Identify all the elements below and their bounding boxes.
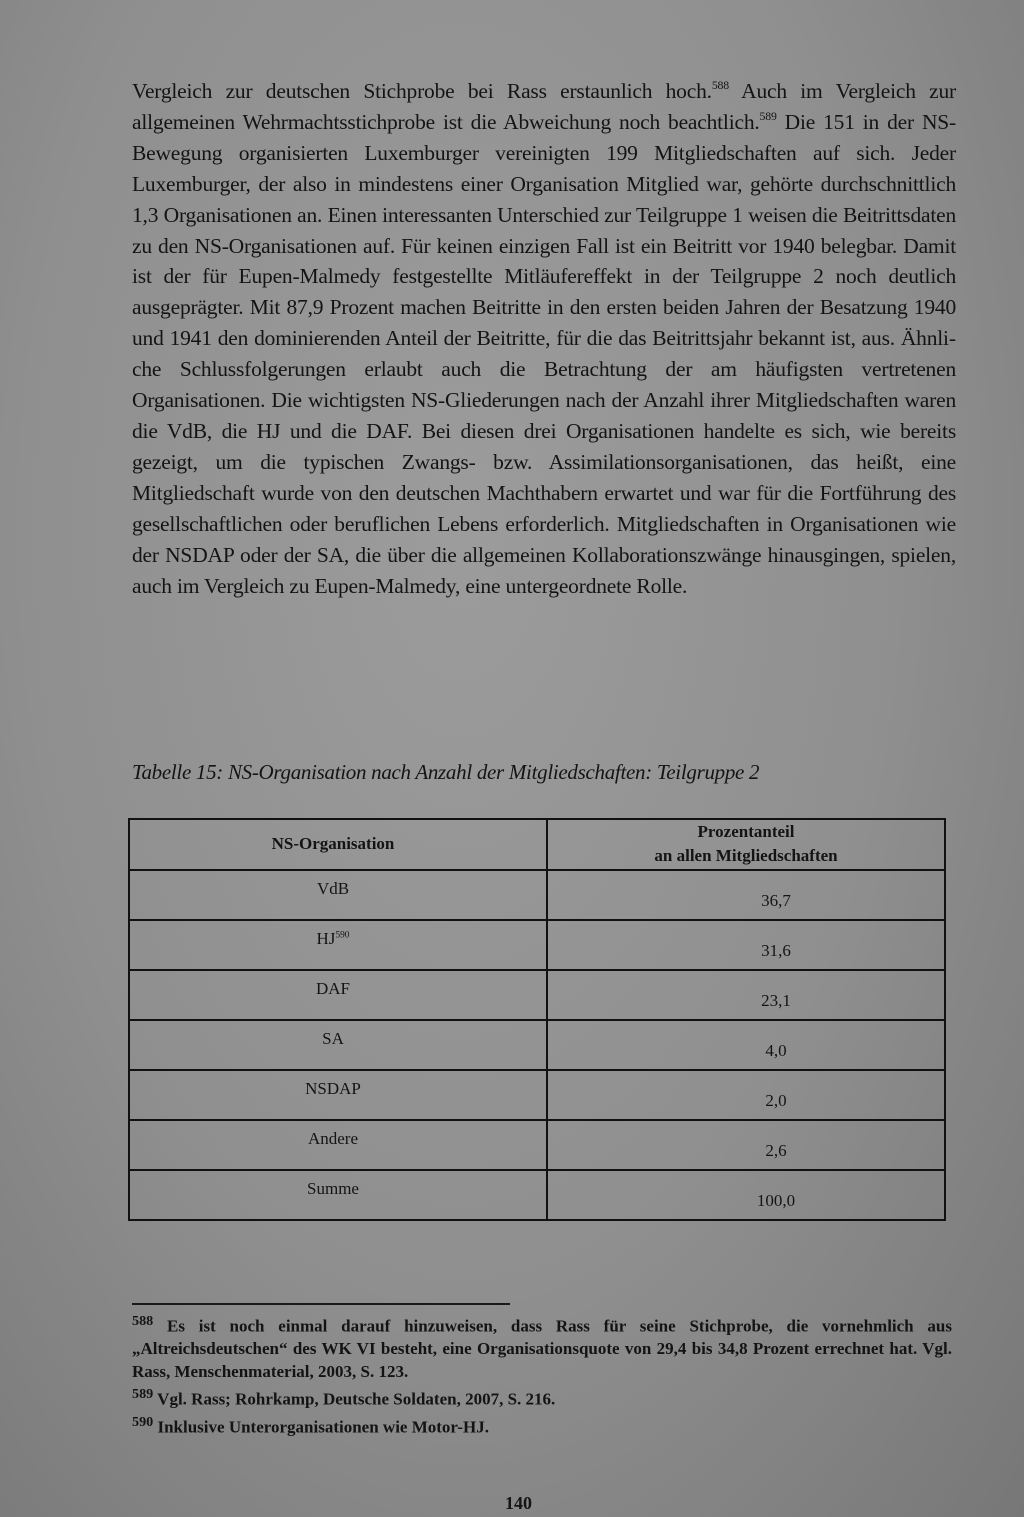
table-caption: Tabelle 15: NS-Organisation nach Anzahl der Mitgliedschaften: Teilgruppe 2: [132, 760, 760, 784]
table-row: [129, 1020, 945, 1070]
table-row: [129, 920, 945, 970]
percentage-cell: 2,0: [547, 1070, 945, 1120]
table-row: [129, 1120, 945, 1170]
percentage-cell: 2,6: [547, 1120, 945, 1170]
header-percentage: [547, 819, 945, 870]
percentage-cell: 100,0: [547, 1170, 945, 1220]
table-row: [129, 1070, 945, 1120]
percentage-cell: 4,0: [547, 1020, 945, 1070]
footnote-number: 588: [132, 1313, 154, 1329]
footnote: [132, 1383, 952, 1411]
org-cell: DAF: [129, 970, 547, 1020]
footnote-marker: 590: [335, 929, 350, 940]
table-row: [129, 970, 945, 1020]
table-header-row: [129, 819, 945, 870]
org-cell: Summe: [129, 1170, 547, 1220]
footnote: [132, 1411, 952, 1439]
org-cell: Andere: [129, 1120, 547, 1170]
footnotes: [132, 1310, 952, 1439]
percentage-cell: 31,6: [547, 920, 945, 970]
org-cell: VdB: [129, 870, 547, 920]
table-row: [129, 870, 945, 920]
header-percentage-line1: Prozentanteil: [697, 822, 795, 842]
footnote-text: Inklusive Unterorganisationen wie Motor-HJ.: [153, 1417, 489, 1437]
footnote-rule: [132, 1303, 510, 1305]
footnote-number: 590: [132, 1414, 154, 1431]
table-row: [129, 1170, 945, 1220]
footnote-text: Vgl. Rass; Rohrkamp, Deutsche Soldaten, 2007, S. 216.: [153, 1389, 556, 1409]
data-table: [128, 818, 946, 1221]
body-paragraph: Vergleich zur deutschen Stichprobe bei Rass erstaunlich hoch.$^{588}$ Auch im Vergleich zur allgemeinen Wehrmachtsstichprobe ist die Abweichung noch beachtlich.$^{589}$ Die 151 in der NS-Bewegung organisierten Luxemburger vereinigten 199 Mitgliedschaften auf sich. Jeder Luxemburger, der also in mindestens einer Organisation Mitglied war, gehörte durchschnittlich 1,3 Organisationen an. Einen interessanten Unterschied zur Teilgruppe 1 weisen die Beitrittsdaten zu den NS-Organisationen auf. Für keinen einzigen Fall ist ein Beitritt vor 1940 belegbar. Damit ist der für Eupen-Malmedy festgestellte Mitläufereffekt in der Teilgruppe 2 noch deutlich ausgeprägter. Mit 87,9 Prozent machen Beitritte in den ersten beiden Jahren der Besatzung 1940 und 1941 den dominierenden Anteil der Beitritte, für die das Beitrittsjahr bekannt ist, aus. Ähnliche Schlussfolgerungen erlaubt auch die Betrachtung der am häufigsten vertretenen Organisationen. Die wichtigsten NS-Gliederungen nach der Anzahl ihrer Mitgliedschaften waren die VdB, die HJ und die DAF. Bei diesen drei Organisationen handelte es sich, wie bereits gezeigt, um die typischen Zwangs- bzw. Assimilationsorganisationen, das heißt, eine Mitgliedschaft wurde von den deutschen Machthabern erwartet und war für die Fortführung des gesellschaftlichen oder beruflichen Lebens erforderlich. Mitgliedschaften in Organisationen wie der NSDAP oder der SA, die über die allgemeinen Kollaborationszwänge hinausgingen, spielen, auch im Vergleich zu Eupen-Malmedy, eine untergeordnete Rolle.: [132, 78, 956, 598]
header-organisation: NS-Organisation: [129, 819, 547, 870]
footnote-text: Es ist noch einmal darauf hinzuweisen, dass Rass für seine Stichprobe, die vornehmlich aus „Altreichsdeutschen“ des WK VI besteht, eine Organisationsquote von 29,4 bis 34,8 Prozent errechnet hat. Vgl. Rass, Menschenmaterial, 2003, S. 123.: [132, 1316, 952, 1381]
percentage-cell: 36,7: [547, 870, 945, 920]
org-cell: SA: [129, 1020, 547, 1070]
percentage-cell: 23,1: [547, 970, 945, 1020]
header-percentage-line2: an allen Mitgliedschaften: [654, 846, 838, 866]
footnote: [132, 1310, 952, 1383]
page-number: 140: [505, 1493, 532, 1513]
footnote-number: 589: [132, 1386, 154, 1403]
org-cell: NSDAP: [129, 1070, 547, 1120]
org-cell: HJ$^{590}$: [129, 920, 547, 970]
